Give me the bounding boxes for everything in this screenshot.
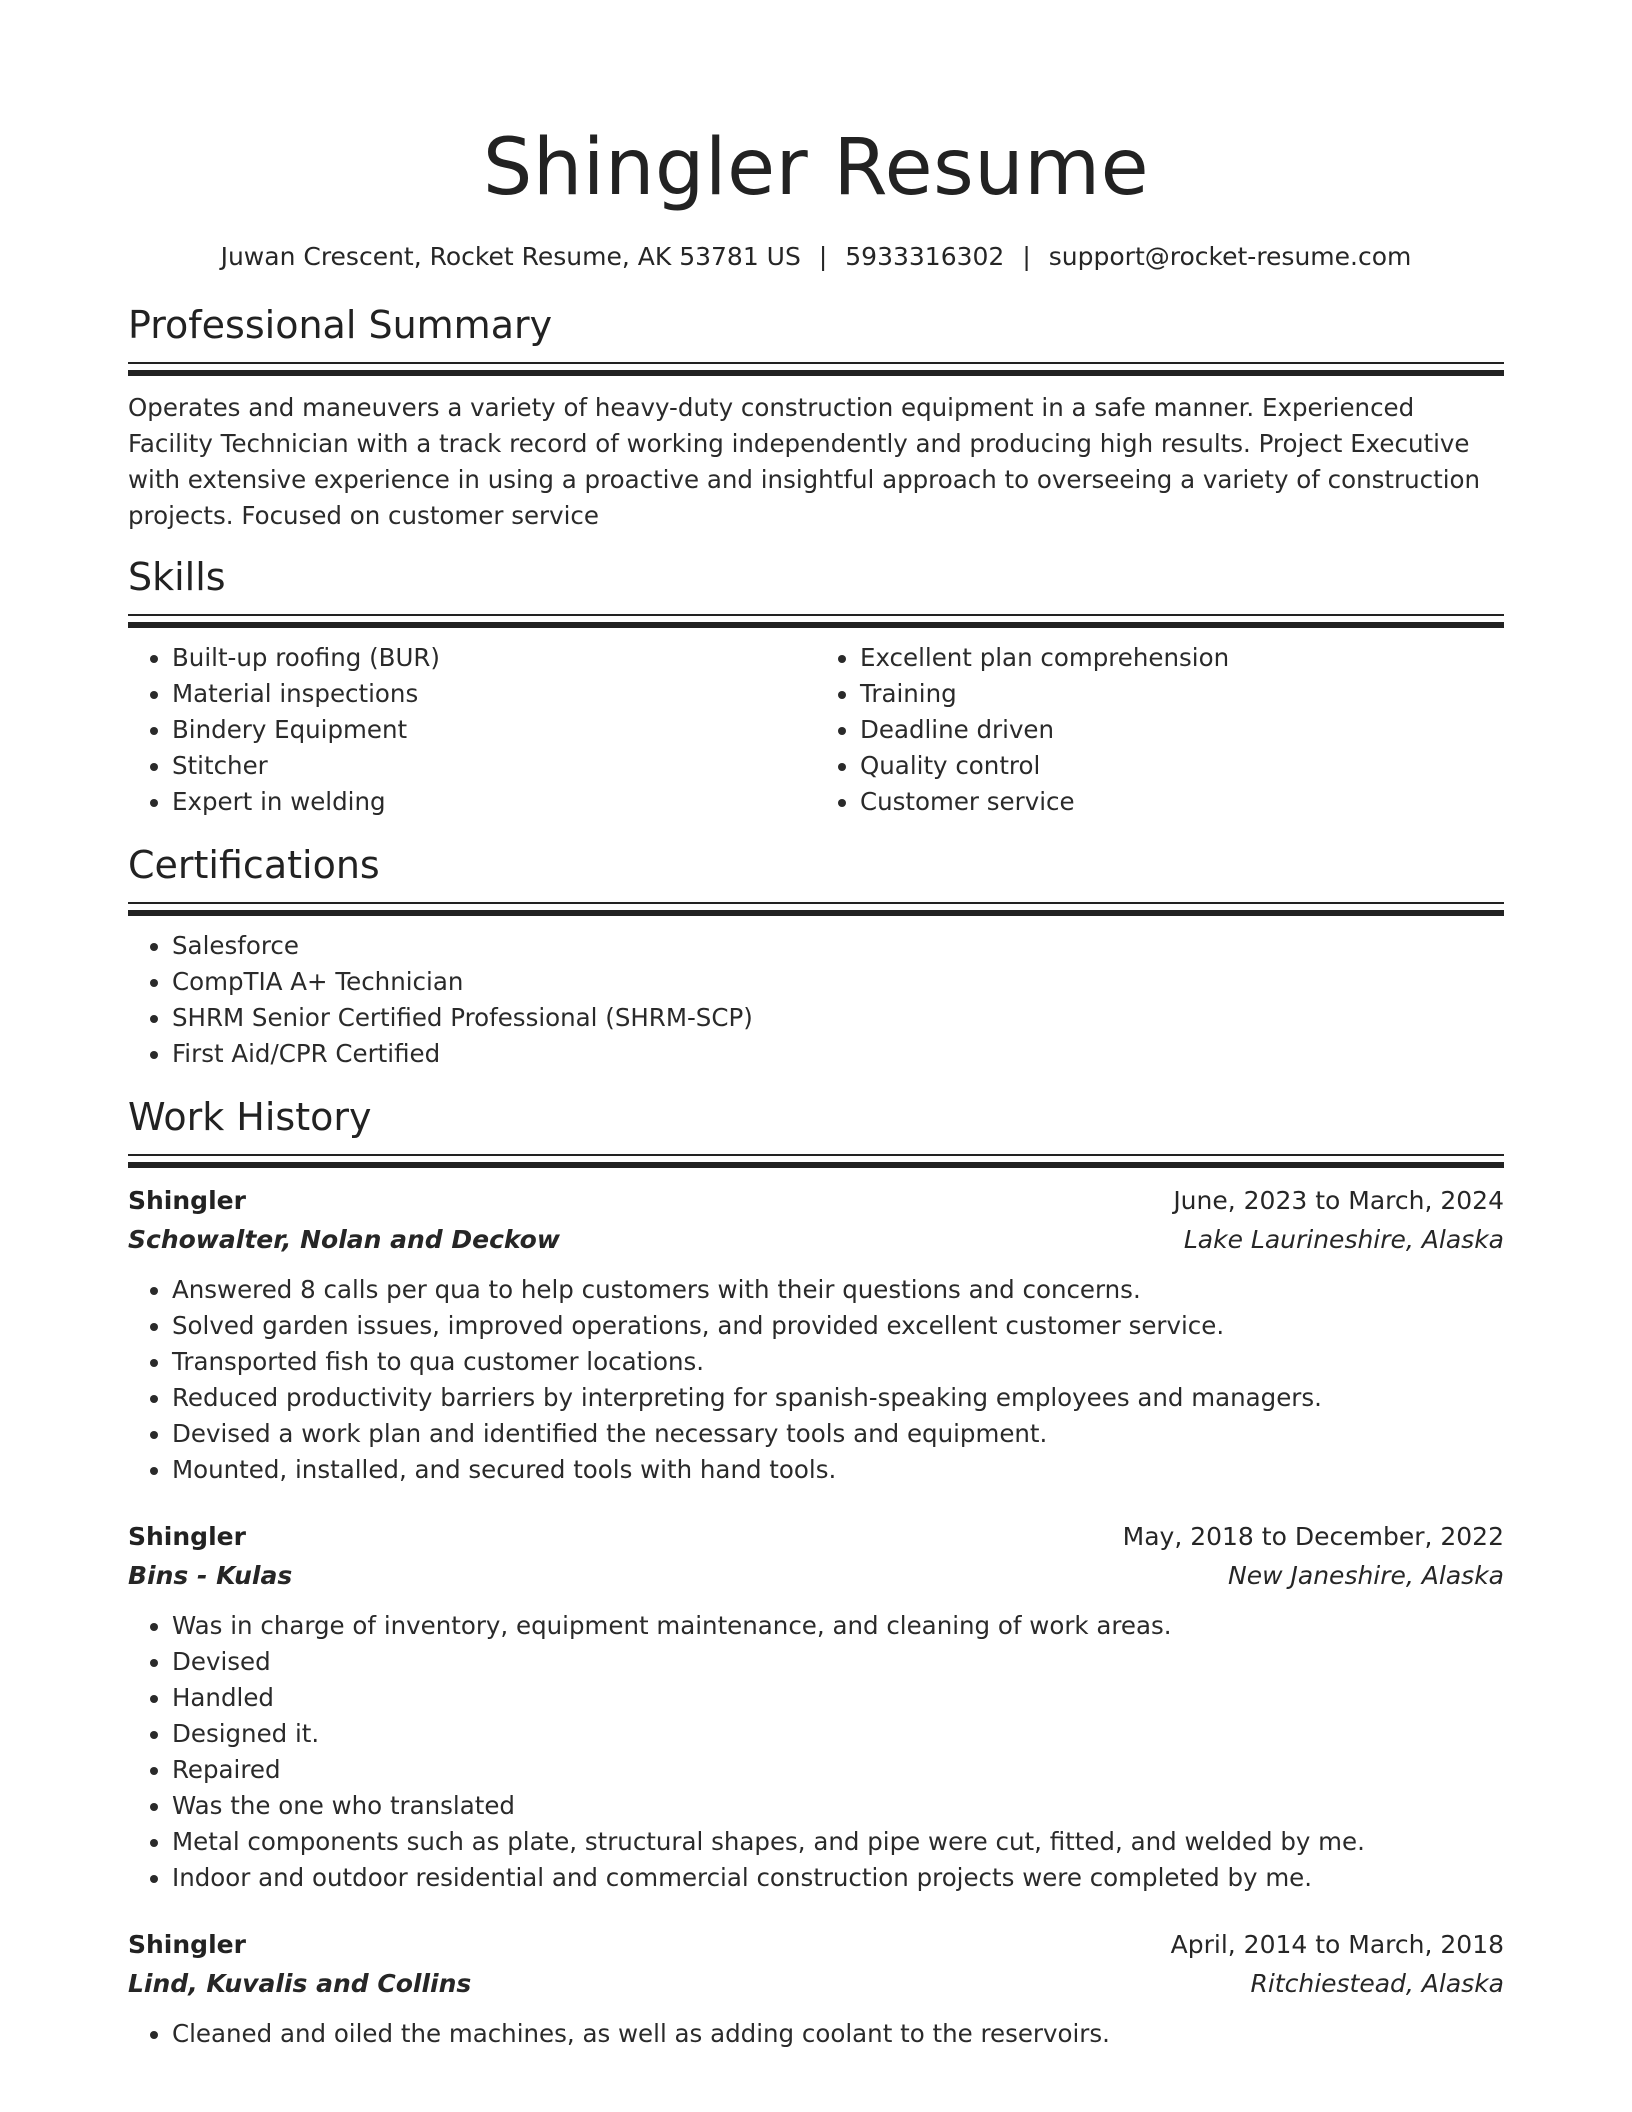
job-subheader bbox=[128, 1964, 1504, 2004]
job-bullet: • Was in charge of inventory, equipment maintenance, and cleaning of work areas. bbox=[172, 1608, 1504, 1644]
skill-item: • Excellent plan comprehension bbox=[860, 640, 1504, 676]
section-divider bbox=[128, 902, 1504, 924]
contact-address: Juwan Crescent, Rocket Resume, AK 53781 US bbox=[220, 242, 801, 271]
skill-item: • Expert in welding bbox=[172, 784, 816, 820]
job-dates: June, 2023 to March, 2024 bbox=[1173, 1186, 1504, 1215]
certification-item: • Salesforce bbox=[172, 928, 1504, 964]
skill-item: • Stitcher bbox=[172, 748, 816, 784]
contact-phone: 5933316302 bbox=[845, 242, 1005, 271]
work-history-section bbox=[128, 1092, 1504, 2052]
job-bullets bbox=[128, 1272, 1504, 1488]
job-bullet: • Devised a work plan and identified the necessary tools and equipment. bbox=[172, 1416, 1504, 1452]
job-bullet: • Cleaned and oiled the machines, as well as adding coolant to the reservoirs. bbox=[172, 2016, 1504, 2052]
job-bullet: • Mounted, installed, and secured tools with hand tools. bbox=[172, 1452, 1504, 1488]
summary-heading: Professional Summary bbox=[128, 303, 553, 347]
skill-item: • Quality control bbox=[860, 748, 1504, 784]
certification-item: • First Aid/CPR Certified bbox=[172, 1036, 1504, 1072]
job-dates: May, 2018 to December, 2022 bbox=[1122, 1522, 1504, 1551]
skills-list-left bbox=[128, 640, 816, 820]
contact-separator: | bbox=[818, 242, 828, 271]
contact-separator: | bbox=[1022, 242, 1031, 271]
skills-columns bbox=[128, 640, 1504, 820]
job-title: Shingler bbox=[128, 1930, 246, 1959]
job-bullet: • Solved garden issues, improved operations, and provided excellent customer service. bbox=[172, 1308, 1504, 1344]
skill-item: • Material inspections bbox=[172, 676, 816, 712]
job-header bbox=[128, 1518, 1504, 1556]
section-divider bbox=[128, 1154, 1504, 1176]
job-bullet: • Transported fish to qua customer locations. bbox=[172, 1344, 1504, 1380]
skill-item: • Customer service bbox=[860, 784, 1504, 820]
section-divider bbox=[128, 614, 1504, 636]
job-header bbox=[128, 1926, 1504, 1964]
certifications-section bbox=[128, 840, 1504, 1072]
job-entry bbox=[128, 1926, 1504, 2052]
job-subheader bbox=[128, 1220, 1504, 1260]
skills-list-right bbox=[816, 640, 1504, 820]
job-location: Lake Laurineshire, Alaska bbox=[1183, 1225, 1504, 1254]
job-bullet: • Was the one who translated bbox=[172, 1788, 1504, 1824]
job-bullets bbox=[128, 2016, 1504, 2052]
job-company: Lind, Kuvalis and Collins bbox=[128, 1969, 472, 1998]
summary-text: Operates and maneuvers a variety of heavy-duty construction equipment in a safe manner. Experienced Facility Technician with a track record of working independently and producing high results. Project Executive with extensive experience in using a proactive and insightful approach to overseeing a variety of construction projects. Focused on customer service bbox=[128, 393, 1481, 530]
job-bullet: • Repaired bbox=[172, 1752, 1504, 1788]
job-bullet: • Designed it. bbox=[172, 1716, 1504, 1752]
certification-item: • CompTIA A+ Technician bbox=[172, 964, 1504, 1000]
skill-item: • Bindery Equipment bbox=[172, 712, 816, 748]
job-bullet: • Answered 8 calls per qua to help customers with their questions and concerns. bbox=[172, 1272, 1504, 1308]
job-bullet: • Handled bbox=[172, 1680, 1504, 1716]
summary-section bbox=[128, 300, 1504, 534]
skill-item: • Built-up roofing (BUR) bbox=[172, 640, 816, 676]
certification-item: • SHRM Senior Certified Professional (SHRM-SCP) bbox=[172, 1000, 1504, 1036]
job-entry bbox=[128, 1182, 1504, 1488]
job-dates: April, 2014 to March, 2018 bbox=[1170, 1930, 1504, 1959]
job-bullet: • Reduced productivity barriers by interpreting for spanish-speaking employees and managers. bbox=[172, 1380, 1504, 1416]
resume-title: Shingler Resume bbox=[482, 123, 1150, 213]
job-bullet: • Metal components such as plate, structural shapes, and pipe were cut, fitted, and welded by me. bbox=[172, 1824, 1504, 1860]
job-subheader bbox=[128, 1556, 1504, 1596]
certifications-list bbox=[128, 928, 1504, 1072]
job-company: Bins - Kulas bbox=[128, 1561, 293, 1590]
contact-email[interactable]: support@rocket-resume.com bbox=[1048, 242, 1412, 271]
work-history-heading: Work History bbox=[128, 1095, 372, 1139]
section-divider bbox=[128, 362, 1504, 384]
job-entry bbox=[128, 1518, 1504, 1896]
job-location: Ritchiestead, Alaska bbox=[1250, 1969, 1504, 1998]
skill-item: • Deadline driven bbox=[860, 712, 1504, 748]
job-header bbox=[128, 1182, 1504, 1220]
job-bullets bbox=[128, 1608, 1504, 1896]
job-location: New Janeshire, Alaska bbox=[1228, 1561, 1504, 1590]
job-title: Shingler bbox=[128, 1522, 246, 1551]
certifications-heading: Certifications bbox=[128, 843, 380, 887]
skill-item: • Training bbox=[860, 676, 1504, 712]
skills-section bbox=[128, 552, 1504, 820]
skills-heading: Skills bbox=[128, 555, 226, 599]
contact-line bbox=[128, 240, 1504, 274]
job-title: Shingler bbox=[128, 1186, 246, 1215]
job-bullet: • Indoor and outdoor residential and commercial construction projects were completed by me. bbox=[172, 1860, 1504, 1896]
job-company: Schowalter, Nolan and Deckow bbox=[128, 1225, 560, 1254]
job-bullet: • Devised bbox=[172, 1644, 1504, 1680]
